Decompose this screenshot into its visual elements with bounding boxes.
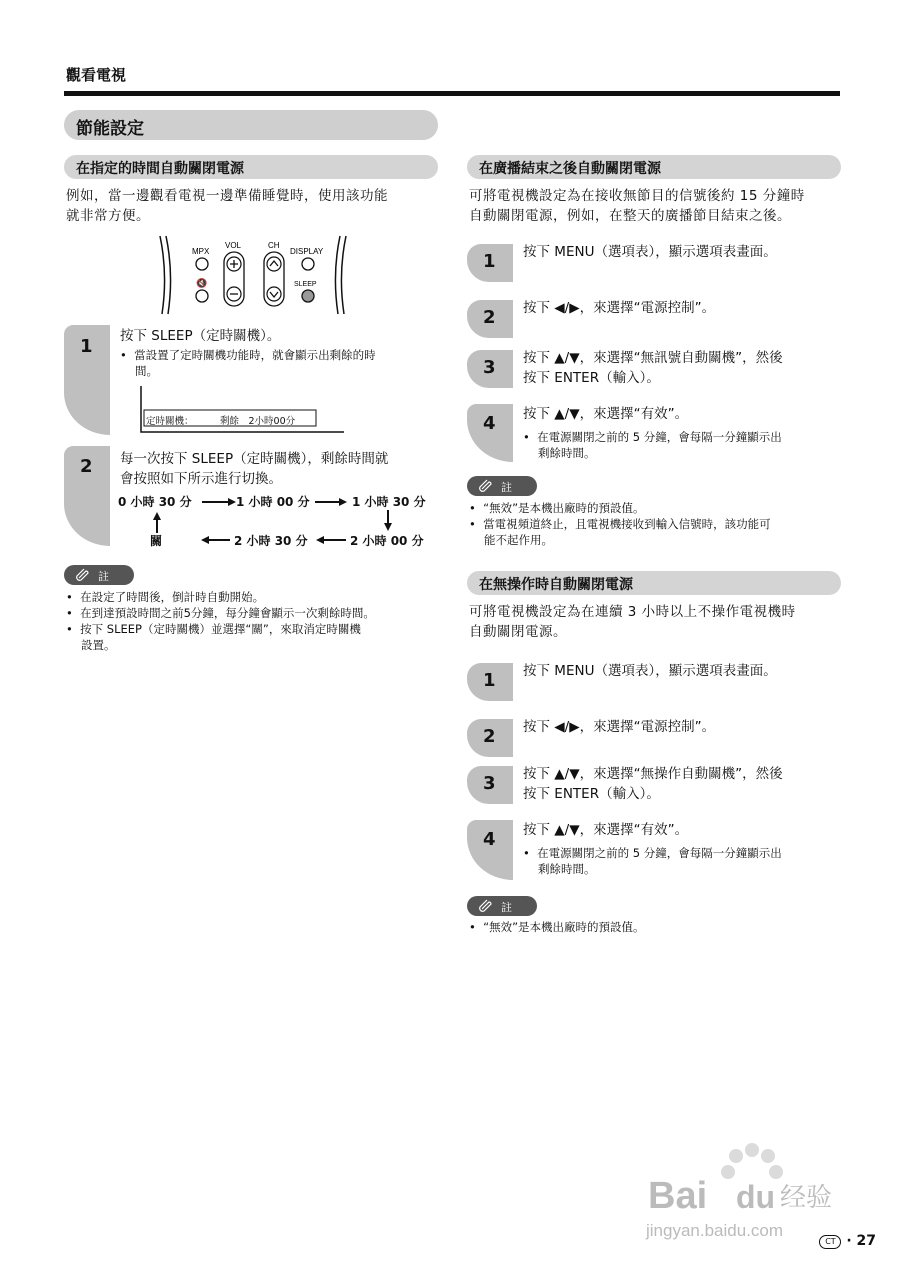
step-2-number: 2 — [80, 456, 93, 477]
mpx-button-icon — [196, 258, 208, 270]
flow-2h00: 2 小時 00 分 — [350, 534, 424, 548]
flow-0h30: 0 小時 30 分 — [118, 495, 192, 509]
ra-step-3-number: 3 — [483, 357, 496, 378]
page-number: CT · 27 — [819, 1233, 876, 1249]
step-2-text: 每一次按下 SLEEP（定時關機），剩餘時間就 會按照如下所示進行切換。 — [120, 451, 389, 487]
section-heading: 節能設定 — [64, 110, 438, 140]
ra-step-4-number: 4 — [483, 413, 496, 434]
rb-step-4-text: 按下 ▲/▼，來選擇“有效”。 — [523, 822, 689, 838]
svg-text:jingyan.baidu.com: jingyan.baidu.com — [646, 1221, 784, 1240]
flow-1h00: 1 小時 00 分 — [236, 495, 310, 509]
display-button-icon — [302, 258, 314, 270]
header-rule — [64, 91, 840, 96]
step-1-bullet: • 當設置了定時關機功能時，就會顯示出剩餘的時 間。 — [120, 348, 376, 378]
sleep-button-icon — [302, 290, 314, 302]
step-1-number: 1 — [80, 336, 93, 357]
remote-control-illustration — [158, 234, 348, 316]
ra-step-4-bullet: • 在電源關閉之前的 5 分鐘，會每隔一分鐘顯示出 剩餘時間。 — [523, 430, 782, 460]
notes-left: • 在設定了時間後，倒計時自動開始。 • 在到達預設時間之前5分鐘，每分鐘會顯示一次剩餘時間。 • 按下 SLEEP（定時關機）並選擇“關”，來取消定時關機 設置。 — [66, 590, 375, 652]
svg-text:du: du — [736, 1179, 776, 1215]
osd-timer-value: 剩餘 2小時00分 — [220, 416, 296, 427]
notes-right-b: • “無效”是本機出廠時的預設值。 — [469, 920, 645, 934]
ra-step-1-text: 按下 MENU（選項表），顯示選項表畫面。 — [523, 244, 777, 260]
rb-step-1-text: 按下 MENU（選項表），顯示選項表畫面。 — [523, 663, 777, 679]
ra-step-2-number: 2 — [483, 307, 496, 328]
remote-mpx-label: MPX — [192, 247, 210, 256]
note-label-left: 註 — [64, 565, 134, 585]
subheading-no-operation: 在無操作時自動關閉電源 — [467, 571, 841, 595]
rb-step-1-number: 1 — [483, 670, 496, 691]
rb-step-2-number: 2 — [483, 726, 496, 747]
svg-text:🔇: 🔇 — [196, 279, 208, 289]
rb-step-2-text: 按下 ◀/▶，來選擇“電源控制”。 — [523, 719, 716, 735]
flow-arrows — [110, 490, 440, 550]
paperclip-icon — [479, 479, 493, 492]
remote-vol-label: VOL — [225, 241, 242, 250]
page-section-title: 觀看電視 — [66, 66, 127, 84]
note-label-right-b: 註 — [467, 896, 537, 916]
paperclip-icon — [76, 568, 90, 581]
remote-display-label: DISPLAY — [290, 247, 324, 256]
rb-step-3-number: 3 — [483, 773, 496, 794]
svg-text:经验: 经验 — [780, 1183, 833, 1213]
mute-button-icon — [196, 290, 208, 302]
svg-text:Bai: Bai — [648, 1175, 708, 1217]
subheading-sleep-timer: 在指定的時間自動關閉電源 — [64, 155, 438, 179]
sleep-intro: 例如，當一邊觀看電視一邊準備睡覺時，使用該功能 就非常方便。 — [66, 188, 388, 224]
subheading-after-broadcast: 在廣播結束之後自動關閉電源 — [467, 155, 841, 179]
remote-ch-label: CH — [268, 241, 280, 250]
after-broadcast-intro: 可將電視機設定為在接收無節目的信號後約 15 分鐘時 自動關閉電源，例如，在整天的廣播節目結束之後。 — [469, 188, 805, 224]
rb-step-3-text: 按下 ▲/▼，來選擇“無操作自動關機”，然後 按下 ENTER（輸入）。 — [523, 766, 783, 802]
remote-sleep-label: SLEEP — [294, 281, 317, 288]
ra-step-4-text: 按下 ▲/▼，來選擇“有效”。 — [523, 406, 689, 422]
osd-timer-label: 定時關機： — [146, 416, 194, 427]
paperclip-icon — [479, 899, 493, 912]
flow-1h30: 1 小時 30 分 — [352, 495, 426, 509]
ra-step-3-text: 按下 ▲/▼，來選擇“無訊號自動關機”，然後 按下 ENTER（輸入）。 — [523, 350, 783, 386]
flow-2h30: 2 小時 30 分 — [234, 534, 308, 548]
ct-badge: CT — [819, 1235, 841, 1249]
ra-step-2-text: 按下 ◀/▶，來選擇“電源控制”。 — [523, 300, 716, 316]
flow-off: 關 — [150, 534, 163, 548]
rb-step-4-bullet: • 在電源關閉之前的 5 分鐘，會每隔一分鐘顯示出 剩餘時間。 — [523, 846, 782, 876]
rb-step-4-number: 4 — [483, 829, 496, 850]
no-operation-intro: 可將電視機設定為在連續 3 小時以上不操作電視機時 自動關閉電源。 — [469, 604, 796, 640]
note-label-right-a: 註 — [467, 476, 537, 496]
notes-right-a: • “無效”是本機出廠時的預設值。 • 當電視頻道終止，且電視機接收到輸入信號時，該功能可 能不起作用。 — [469, 501, 771, 547]
ra-step-1-number: 1 — [483, 251, 496, 272]
step-1-text: 按下 SLEEP（定時關機）。 — [120, 328, 281, 344]
